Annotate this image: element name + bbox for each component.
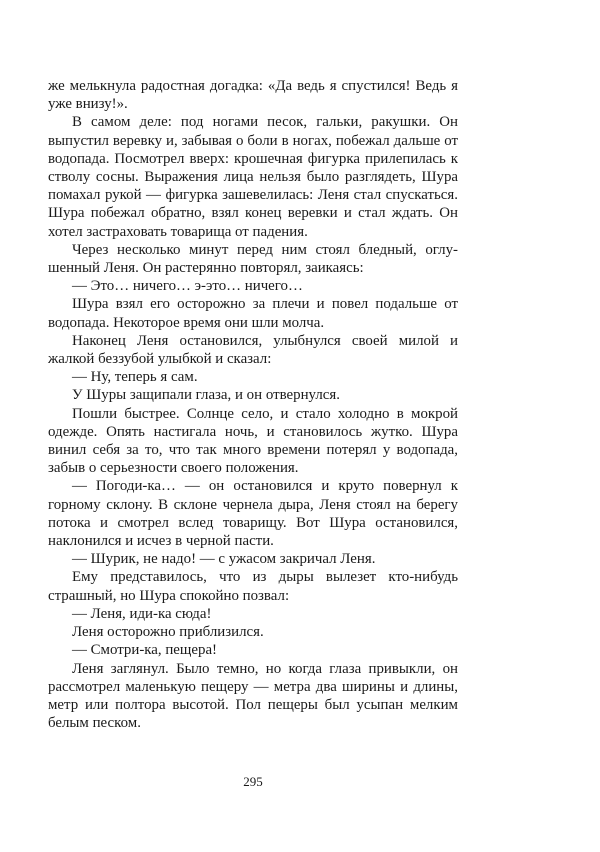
- body-text: [48, 77, 458, 732]
- paragraph-3: Через несколько минут перед ним стоял бледный, оглушенный Леня. Он растерянно повторял, заикаясь:: [48, 241, 458, 277]
- paragraph-12: Ему представилось, что из дыры вылезет кто-нибудь страшный, но Шура спокойно позвал:: [48, 569, 458, 604]
- paragraph-1: же мелькнула радостная догадка: «Да ведь я спустился! Ведь я уже внизу!».: [48, 78, 458, 113]
- page-number: 295: [243, 774, 263, 789]
- paragraph-9: Пошли быстрее. Солнце село, и стало холодно в мокрой одежде. Опять настигала ночь, и становилось жутко. Шура винил себя за то, что так много времени потерял у водопада, забыв о серьезности своего положения.: [48, 405, 458, 477]
- paragraph-11: — Шурик, не надо! — с ужасом закричал Леня.: [72, 551, 376, 568]
- paragraph-6: Наконец Леня остановился, улыбнулся своей милой и жалкой беззубой улыбкой и сказал:: [48, 332, 458, 368]
- paragraph-16: Леня заглянул. Было темно, но когда глаза привыкли, он рассмотрел маленькую пещеру — метра два ширины и длины, метр или полтора высотой. Пол пещеры был усыпан мелким белым песком.: [48, 660, 458, 732]
- paragraph-14: Леня осторожно приблизился.: [72, 624, 264, 641]
- paragraph-15: — Смотри-ка, пещера!: [72, 642, 218, 659]
- paragraph-13: — Леня, иди-ка сюда!: [72, 605, 212, 622]
- paragraph-7: — Ну, теперь я сам.: [72, 369, 198, 386]
- paragraph-10: — Погоди-ка… — он остановился и круто повернул к горному склону. В склоне чернела дыра, Леня стоял на берегу потока и смотрел вслед товарищу. Вот Шура остановился, наклонился и исчез в черной пасти.: [48, 478, 458, 550]
- paragraph-8: У Шуры защипали глаза, и он отвернулся.: [72, 387, 340, 404]
- paragraph-5: Шура взял его осторожно за плечи и повел подальше от водопада. Некоторое время они шли молча.: [48, 296, 458, 331]
- paragraph-4: — Это… ничего… э-это… ничего…: [72, 278, 303, 295]
- paragraph-2: В самом деле: под ногами песок, гальки, ракушки. Он выпустил веревку и, забывая о боли в ногах, побежал дальше от водопада. Посмотрел вверх: крошечная фигурка прилепилась к стволу сосны. Выражения лица нельзя было разглядеть, Шура помахал рукой — фигурка зашевелилась: Леня стал спускаться. Шура побежал обратно, взял конец веревки и стал ждать. Он хотел застраховать товарища от падения.: [48, 114, 458, 240]
